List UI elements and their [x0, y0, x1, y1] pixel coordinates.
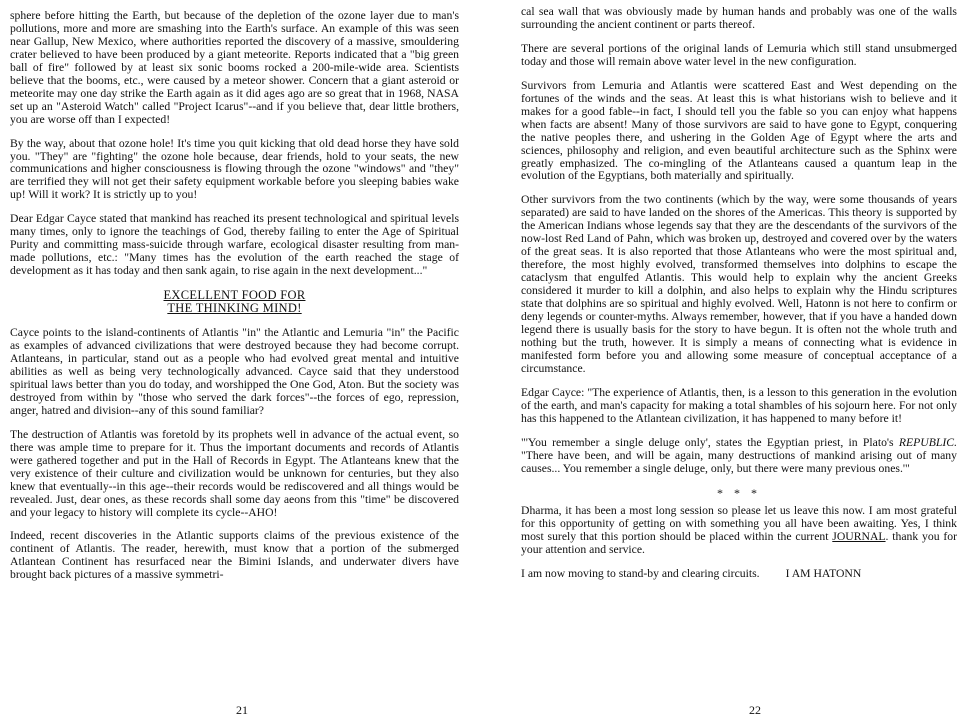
section-separator: * * * — [717, 485, 761, 500]
section-heading — [10, 289, 459, 315]
paragraph: Other survivors from the two continents (which by the way, were some thousands of years separated) are said to have landed on the shores of the Americas. This theory is supported by the American Indians whose legends say that they are the descendants of the survivors of the now-lost Red Land of Pahn, which was broken up, destroyed and covered over by the waters of the great seas. It is also reported that those Atlanteans who were the most spiritual and, therefore, the most highly evolved, transformed themselves into dolphins to escape the cataclysm that engulfed Atlantis. This would help to explain why the ancient Greeks considered it murder to kill a dolphin, and also helps to explain why the Hindu scriptures state that dolphins are so spiritual and highly evolved. Well, Hatonn is not here to confirm or deny legends or counter-myths. Always remember, however, that if you have a handed down legend there is usually basis for the story to have begun. It is often not the whole truth and nothing but the truth, however. It is simply a means of connecting what is evidence in manifested form before you and allowing some measure of conceptual acceptance of a circumstance. — [521, 193, 957, 375]
signoff-line — [521, 568, 957, 581]
plato-quote-body: "There have been, and will be again, many destructions of mankind arising out of many causes... You remember a single deluge, only, but there were many previous ones.'" — [521, 448, 957, 475]
signoff-name: I AM HATONN — [785, 567, 862, 581]
paragraph: The destruction of Atlantis was foretold by its prophets well in advance of the actual event, so there was ample time to prepare for it. Thus the important documents and records of Atlantis were gathered together and put in the Hall of Records in Egypt. The Atlanteans knew that the very existence of their culture and civilization would be unknown for centuries, but they also knew that eventually--in this age--their records would be rediscovered and all things would be revealed. Just, dear ones, as these records shall some day aeons from this "time" be discovered and your legacy to history will complete its cycle--AHO! — [10, 427, 459, 519]
paragraph: Indeed, recent discoveries in the Atlantic supports claims of the previous existence of the continent of Atlantis. The reader, herewith, must know that a portion of the submerged Atlantean Continent has resurfaced near the Bimini Islands, and underwater divers have brought back pictures of a massive symmetri- — [10, 529, 459, 582]
right-text-column — [521, 6, 957, 581]
paragraph: Survivors from Lemuria and Atlantis were scattered East and West depending on the fortunes of the winds and the seas. At least this is what historians wish to believe and it makes for a good fable--in fact, I should tell you the fable so you can enjoy what happens when facts are absent! Many of those survivors are said to have gone to Egypt, conquering the native peoples there, and ushering in the Golden Age of Egypt where the arts and sciences, philosophy and religion, and even beautiful architecture such as the Sphinx were greatly emphasized. The co-mingling of the Atlanteans caused a quantum leap in the evolution of the Egyptians, both materially and spiritually. — [521, 78, 957, 183]
paragraph: Dear Edgar Cayce stated that mankind has reached its present technological and spiritual levels many times, only to ignore the teachings of God, thereby failing to enter the Age of Spiritual Purity and committing mass-suicide through warfare, ecological disaster resulting from man-made pollutions, etc.: "Many times has the evolution of the earth reached the stage of development as it has today and then sank again, to rise again in the next development..." — [10, 212, 459, 278]
signoff-text: I am now moving to stand-by and clearing circuits. — [521, 567, 760, 581]
right-page — [485, 0, 971, 726]
paragraph: By the way, about that ozone hole! It's time you quit kicking that old dead horse they have sold you. "They" are "fighting" the ozone hole because, dear friends, hold to your seats, the new communications and higher consciousness is flowing through the ozone "windows" and "they" are terrified they will not get their safety equipment workable before you sleeping babies wake up! Will it work? It is strictly up to you! — [10, 136, 459, 202]
section-heading-line-1: EXCELLENT FOOD FOR — [163, 288, 306, 303]
paragraph: Cayce points to the island-continents of Atlantis "in" the Atlantic and Lemuria "in" the Pacific as examples of advanced civilizations that were destroyed because they had become corrupt. Atlanteans, in particular, stand out as a people who had evolved great mental and intuitive abilities as well as being very technologically advanced. Cayce said that they understood spiritual laws better than you do today, and worshipped the One God, Aton. But the society was destroyed from within by "those who served the dark forces"--the forces of ego, repression, anger, hatred and division--any of this sound familiar? — [10, 326, 459, 417]
republic-title: REPUBLIC. — [898, 435, 957, 449]
left-text-column — [10, 10, 459, 582]
paragraph: Edgar Cayce: "The experience of Atlantis, then, is a lesson to this generation in the evolution of the earth, and man's capacity for making a total shambles of his sojourn here. For not only has this happened to the Atlantean civilization, it has happened to many before it! — [521, 385, 957, 425]
page-number-right: 22 — [749, 703, 761, 717]
closing-text: Dharma, it has been a most long session so please let us leave this now. I am most grateful for this opportunity of getting on with something you all have been awaiting. Yes, I think most surely that this portion should be placed within the current — [521, 504, 957, 544]
closing-paragraph — [521, 505, 957, 557]
left-page — [0, 0, 485, 726]
plato-quote-paragraph — [521, 437, 957, 476]
plato-quote-intro: "'You remember a single deluge only', states the Egyptian priest, in Plato's — [521, 435, 899, 449]
paragraph: cal sea wall that was obviously made by human hands and probably was one of the walls surrounding the ancient continent or parts thereof. — [521, 5, 957, 31]
paragraph: sphere before hitting the Earth, but because of the depletion of the ozone layer due to man's pollutions, more and more are smashing into the Earth's surface. An example of this was seen near Gallup, New Mexico, where authorities reported the discovery of a massive, smouldering crater believed to have been produced by a giant meteorite. Reports indicated that a "big green ball of fire" followed by at least six sonic booms rocked a 200-mile-wide area. Scientists believe that the booms, etc., were caused by a meteor shower. Concern that a giant asteroid or meteorite may one day strike the Earth again as it did ages ago are so great that in 1968, NASA set up an "Asteroid Watch" called "Project Icarus"--and if you believe that, dear little brothers, you are worse off than I expected! — [10, 9, 459, 126]
paragraph: There are several portions of the original lands of Lemuria which still stand unsubmerged today and those will remain above water level in the new configuration. — [521, 41, 957, 68]
section-heading-line-2: THE THINKING MIND! — [167, 301, 302, 316]
journal-reference: JOURNAL — [832, 530, 886, 544]
closing-text-end: . thank you for your attention and service. — [521, 530, 958, 557]
page-number-left: 21 — [236, 703, 248, 717]
